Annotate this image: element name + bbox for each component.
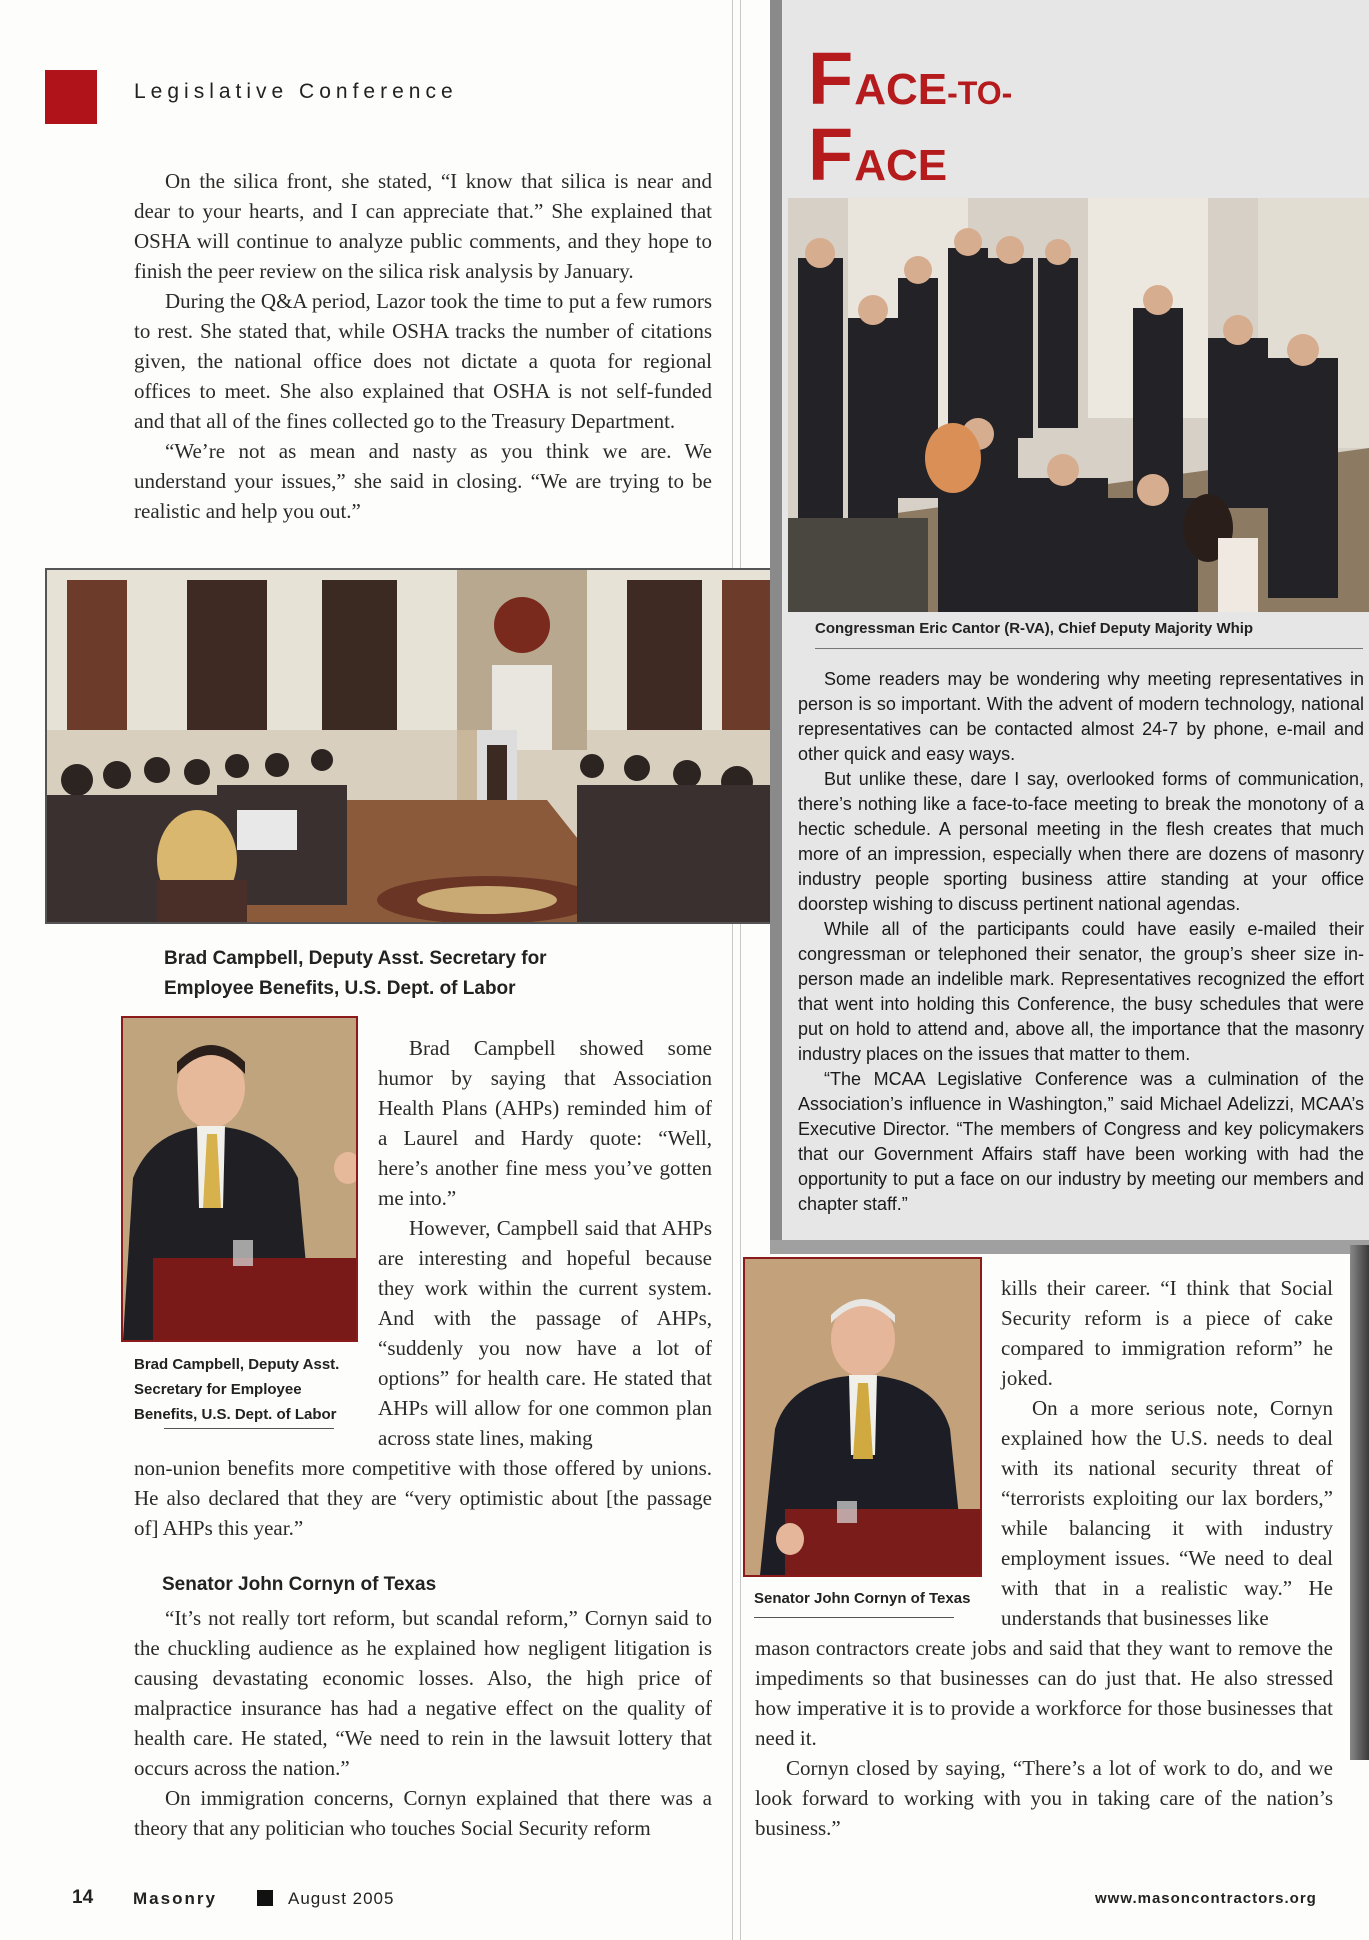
cornyn-text-right-continued xyxy=(755,1633,1333,1843)
paragraph: “It’s not really tort reform, but scandal reform,” Cornyn said to the chuckling audience as he explained how negligent litigation is causing devastating economic losses. Also, the high price of malpractice insurance has had a negative effect on the quality of health care. He stated, “We need to rein in the lawsuit lottery that occurs across the nation.” xyxy=(134,1606,712,1780)
campbell-photo-caption: Brad Campbell, Deputy Asst. Secretary for Employee Benefits, U.S. Dept. of Labor xyxy=(134,1356,340,1423)
title-word: ACE xyxy=(854,141,948,190)
issue-date: August 2005 xyxy=(288,1889,395,1908)
campbell-photo xyxy=(121,1016,358,1342)
column-divider xyxy=(740,0,741,1940)
title-word: ACE xyxy=(854,65,948,114)
caption-rule xyxy=(164,1428,334,1429)
title-letter: F xyxy=(808,37,855,120)
column-divider xyxy=(732,0,733,1940)
sidebar-title xyxy=(808,37,1013,196)
page-number: 14 xyxy=(72,1887,94,1908)
cantor-photo-caption: Congressman Eric Cantor (R-VA), Chief Deputy Majority Whip xyxy=(815,620,1254,637)
cornyn-photo xyxy=(743,1257,982,1577)
paragraph: Brad Campbell showed some humor by saying that Association Health Plans (AHPs) reminded him of a Laurel and Hardy quote: “Well, here’s another fine mess you’ve gotten me into.” xyxy=(378,1036,712,1210)
paragraph: “We’re not as mean and nasty as you think we are. We understand your issues,” she said in closing. “We are trying to be realistic and help you out.” xyxy=(134,439,712,523)
paragraph: But unlike these, dare I say, overlooked forms of communication, there’s nothing like a face-to-face meeting to break the monotony of a hectic schedule. A personal meeting in the flesh creates that much more of an impression, especially when there are dozens of masonry industry people sporting business attire standing at your office doorstep wishing to discuss pertinent national agendas. xyxy=(798,769,1364,914)
campbell-image xyxy=(123,1018,356,1340)
cornyn-text-right xyxy=(1001,1273,1333,1633)
campbell-subhead xyxy=(164,944,547,1004)
conference-hall-photo xyxy=(45,568,777,924)
cornyn-photo-caption: Senator John Cornyn of Texas xyxy=(754,1590,971,1607)
cantor-image xyxy=(788,198,1369,612)
paragraph: On the silica front, she stated, “I know that silica is near and dear to your hearts, and I can appreciate that.” She explained that OSHA will continue to analyze public comments, and they hope to finish the peer review on the silica risk analysis by January. xyxy=(134,169,712,283)
section-title: Legislative Conference xyxy=(134,80,458,103)
sidebar-text xyxy=(798,667,1364,1217)
cornyn-subhead: Senator John Cornyn of Texas xyxy=(162,1574,437,1595)
subhead-line: Brad Campbell, Deputy Asst. Secretary for xyxy=(164,948,547,969)
page-edge-shadow xyxy=(1350,1245,1369,1760)
paragraph: While all of the participants could have easily e-mailed their congressman or telephoned their senator, the group’s sheer size in-person made an indelible mark. Representatives recognized the effort that went into holding this Conference, the busy schedules that were put on hold to attend and, above all, the importance that the masonry industry places on the issues that matter to them. xyxy=(798,919,1364,1064)
cornyn-image xyxy=(745,1259,980,1575)
paragraph: non-union benefits more competitive with those offered by unions. He also declared that they are “very optimistic about [the passage of] AHPs this year.” xyxy=(134,1456,712,1540)
caption-rule xyxy=(815,648,1363,649)
paragraph: “The MCAA Legislative Conference was a culmination of the Association’s influence in Washington,” said Michael Adelizzi, MCAA’s Executive Director. “The members of Congress and key policymakers that our Government Affairs staff have been working with had the opportunity to put a face on our industry by meeting our members and chapter staff.” xyxy=(798,1069,1364,1214)
paragraph: During the Q&A period, Lazor took the time to put a few rumors to rest. She stated that, while OSHA tracks the number of citations given, the national office does not dictate a quota for regional offices to meet. She also explained that OSHA is not self-funded and that all of the fines collected go to the Treasury Department. xyxy=(134,289,712,433)
magazine-name: Masonry xyxy=(133,1889,217,1908)
caption-rule xyxy=(754,1617,954,1618)
paragraph: Cornyn closed by saying, “There’s a lot of work to do, and we look forward to working with you in taking care of the nation’s business.” xyxy=(755,1756,1333,1840)
paragraph: kills their career. “I think that Social Security reform is a piece of cake compared to immigration reform” he joked. xyxy=(1001,1276,1333,1390)
sidebar-shadow xyxy=(770,1240,1369,1254)
website-link[interactable]: www.masoncontractors.org xyxy=(1095,1890,1317,1907)
subhead-line: Employee Benefits, U.S. Dept. of Labor xyxy=(164,978,516,999)
paragraph: On a more serious note, Cornyn explained how the U.S. needs to deal with its national security threat of “terrorists exploiting our lax borders,” while balancing it with industry employment issues. “We need to deal with that in a realistic way.” He understands that businesses like xyxy=(1001,1396,1333,1630)
conference-hall-image xyxy=(47,570,777,924)
title-word: -TO- xyxy=(947,75,1013,111)
campbell-text xyxy=(378,1033,712,1453)
left-column-text xyxy=(134,166,712,526)
paragraph: However, Campbell said that AHPs are interesting and hopeful because they work within the current system. And with the passage of AHPs, “suddenly you now have a lot of options” for health care. He stated that AHPs will allow for one common plan across state lines, making xyxy=(378,1216,712,1450)
paragraph: mason contractors create jobs and said that they want to remove the impediments so that businesses can do just that. He also stressed how imperative it is to provide a workforce for those businesses that need it. xyxy=(755,1636,1333,1750)
campbell-text-continued xyxy=(134,1453,712,1543)
cornyn-text-left xyxy=(134,1603,712,1843)
footer-square xyxy=(257,1890,273,1906)
cantor-photo xyxy=(788,198,1369,612)
paragraph: Some readers may be wondering why meeting representatives in person is so important. With the advent of modern technology, national representatives can be contacted almost 24-7 by phone, e-mail and other quick and easy ways. xyxy=(798,669,1364,764)
section-marker xyxy=(45,70,97,124)
title-letter: F xyxy=(808,113,855,196)
paragraph: On immigration concerns, Cornyn explained that there was a theory that any politician who touches Social Security reform xyxy=(134,1786,712,1840)
